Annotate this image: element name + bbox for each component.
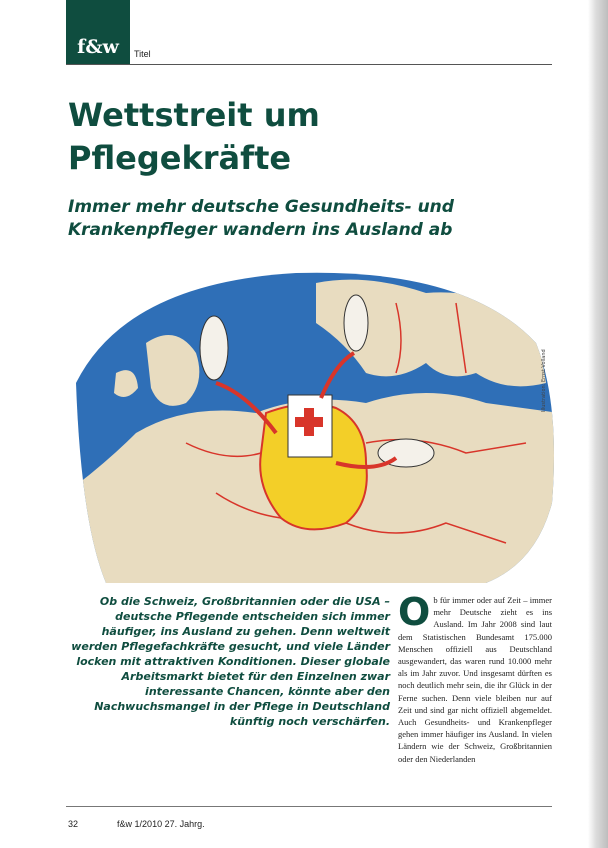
hospital-cross-horizontal xyxy=(295,417,323,427)
article-title xyxy=(68,94,320,180)
body-paragraph: b für immer oder auf Zeit – immer mehr Deutsche zieht es ins Ausland. Im Jahr 2008 sind laut dem Statistischen Bundesamt 175.000 Menschen offiziell aus Deutschland ausgewandert, das waren rund 10.000 mehr als im Jahr zuvor. Und insgesamt dürften es noch deutlich mehr sein, die ihr Glück in der Ferne suchen. Denn viele bleiben nur auf Zeit und sind gar nicht offiziell abgemeldet. Auch Gesundheits- und Krankenpfleger gehen immer häufiger ins Ausland. In vielen Ländern wie der Schweiz, Großbritannien oder den Niederlanden xyxy=(398,595,552,764)
footer xyxy=(68,819,205,829)
issue-info: f&w 1/2010 27. Jahrg. xyxy=(117,819,205,829)
subtitle-line-1: Immer mehr deutsche Gesundheits- und xyxy=(68,197,454,217)
article-subtitle xyxy=(68,196,454,242)
title-line-2: Pflegekräfte xyxy=(68,139,292,177)
intro-paragraph: Ob die Schweiz, Großbritannien oder die USA – deutsche Pflegende entscheiden sich immer häufiger, ins Ausland zu gehen. Denn weltweit werden Pflegefachkräfte gesucht, und viele Länder locken mit attraktiven Konditionen. Dieser globale Arbeitsmarkt bietet für den Einzelnen zwar interessante Chancen, könnte aber den Nachwuchsmangel in der Pflege in Deutschland künftig noch verschärfen. xyxy=(71,595,390,728)
page-number: 32 xyxy=(68,819,79,829)
body-text xyxy=(398,590,552,765)
title-line-1: Wettstreit um xyxy=(68,96,320,134)
europe-map-illustration xyxy=(66,263,560,583)
magazine-logo: f&w xyxy=(66,0,130,64)
header-divider xyxy=(66,64,552,65)
section-label: Titel xyxy=(134,49,151,59)
drop-cap: O xyxy=(398,590,431,634)
page-edge-shadow xyxy=(588,0,608,848)
illustration-credit: Illustration: Ernst Volland xyxy=(541,349,547,412)
footer-divider xyxy=(66,806,552,807)
subtitle-line-2: Krankenpfleger wandern ins Ausland ab xyxy=(68,220,453,240)
